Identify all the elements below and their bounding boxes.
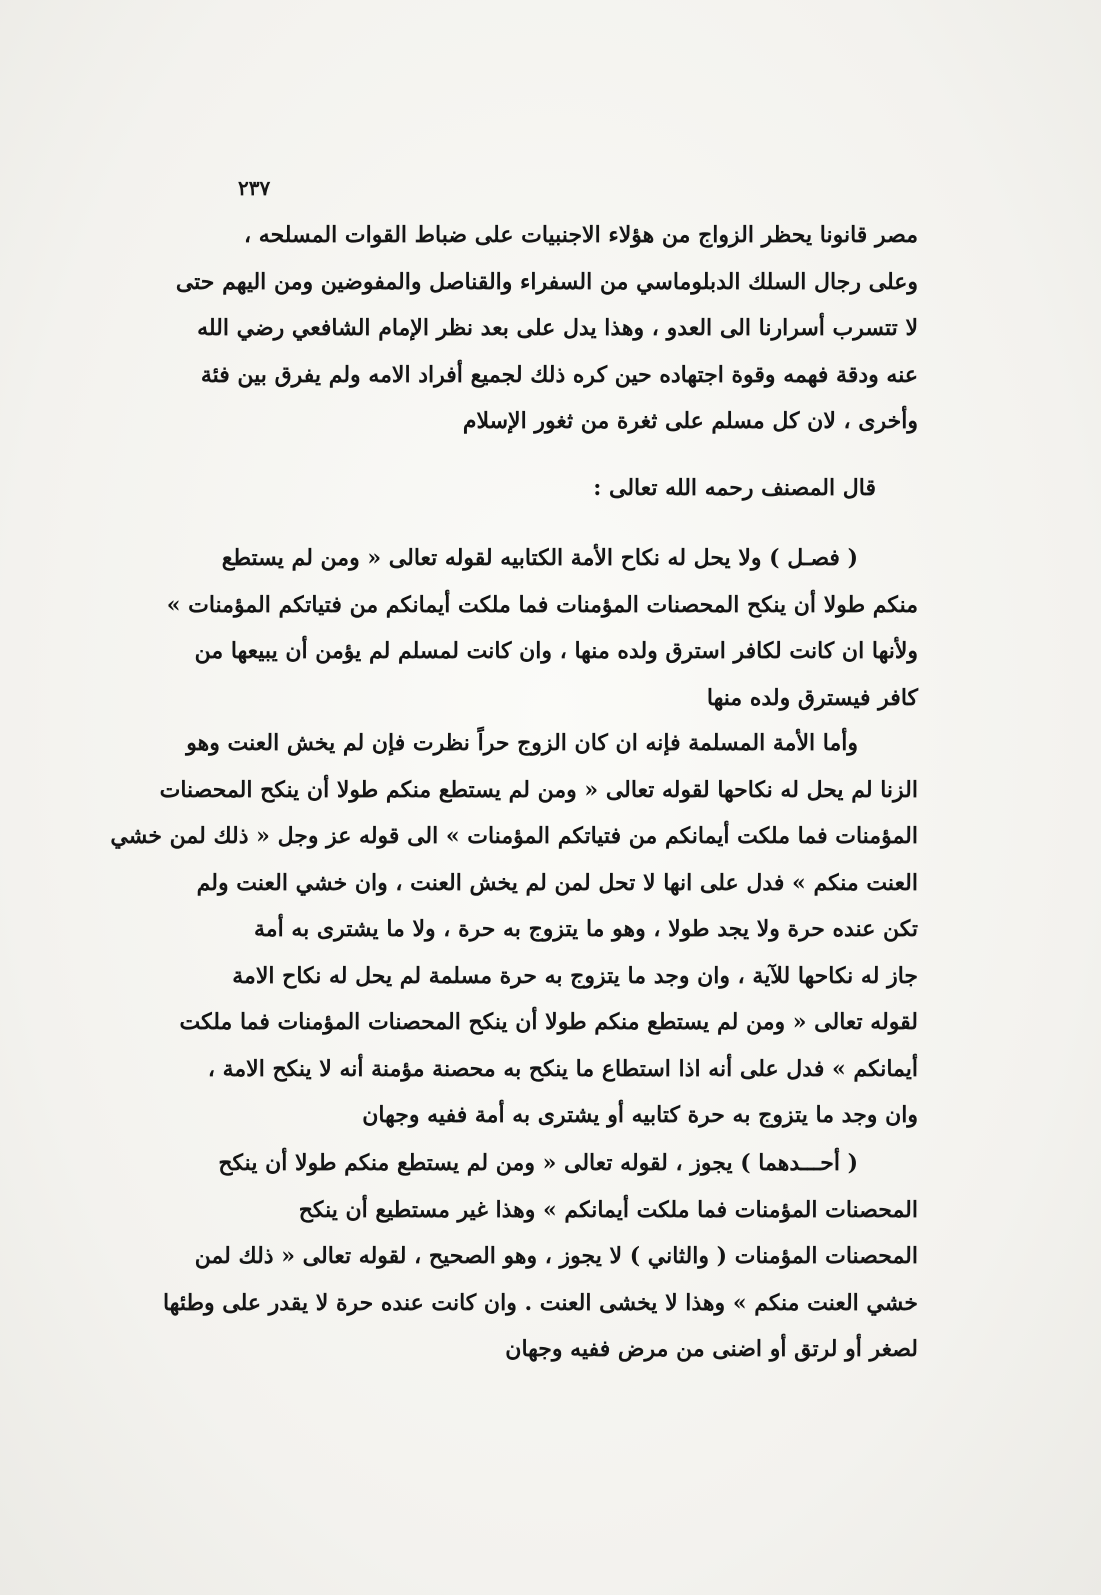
text-line: لا تتسرب أسرارنا الى العدو ، وهذا يدل على بعد نظر الإمام الشافعي رضي الله [197, 315, 918, 341]
paragraph-1 [175, 212, 918, 445]
paragraph-4 [110, 720, 918, 1139]
text-line: خشي العنت منكم » وهذا لا يخشى العنت . وان كانت عنده حرة لا يقدر على وطئها [162, 1289, 918, 1316]
section-heading [593, 465, 876, 512]
text-line: وأخرى ، لان كل مسلم على ثغرة من ثغور الإسلام [462, 408, 918, 434]
text-line: وعلى رجال السلك الدبلوماسي من السفراء والقناصل والمفوضين ومن اليهم حتى [175, 268, 918, 295]
page-number: ٢٣٧ [238, 176, 271, 200]
text-line: لقوله تعالى « ومن لم يستطع منكم طولا أن ينكح المحصنات المؤمنات فما ملكت [179, 1009, 918, 1035]
text-line: أيمانكم » فدل على أنه اذا استطاع ما ينكح به محصنة مؤمنة أنه لا ينكح الامة ، [207, 1055, 918, 1082]
text-line: لصغر أو لرتق أو اضنى من مرض ففيه وجهان [505, 1336, 918, 1362]
paragraph-3 [166, 535, 918, 721]
text-line: وأما الأمة المسلمة فإنه ان كان الزوج حراً نظرت فإن لم يخش العنت وهو [186, 730, 858, 756]
text-line: جاز له نكاحها للآية ، وان وجد ما يتزوج به حرة مسلمة لم يحل له نكاح الامة [232, 962, 918, 989]
text-line: العنت منكم » فدل على انها لا تحل لمن لم يخش العنت ، وان خشي العنت ولم [196, 869, 918, 896]
text-line: مصر قانونا يحظر الزواج من هؤلاء الاجنبيات على ضباط القوات المسلحه ، [244, 222, 918, 248]
text-line: ولأنها ان كانت لكافر استرق ولده منها ، وان كانت لمسلم لم يؤمن أن يبيعها من [194, 638, 918, 664]
text-line: تكن عنده حرة ولا يجد طولا ، وهو ما يتزوج به حرة ، ولا ما يشترى به أمة [254, 916, 918, 942]
text-line: ( أحـــدهما ) يجوز ، لقوله تعالى « ومن لم يستطع منكم طولا أن ينكح [218, 1150, 858, 1176]
text-line: المحصنات المؤمنات فما ملكت أيمانكم » وهذا غير مستطيع أن ينكح [298, 1196, 918, 1223]
paragraph-5 [162, 1140, 918, 1373]
text-line: وان وجد ما يتزوج به حرة كتابيه أو يشترى به أمة ففيه وجهان [362, 1102, 918, 1128]
heading-text: قال المصنف رحمه الله تعالى : [593, 475, 876, 501]
text-line: المؤمنات فما ملكت أيمانكم من فتياتكم المؤمنات » الى قوله عز وجل « ذلك لمن خشي [110, 823, 918, 849]
text-line: الزنا لم يحل له نكاحها لقوله تعالى « ومن لم يستطع منكم طولا أن ينكح المحصنات [159, 776, 918, 803]
text-line: عنه ودقة فهمه وقوة اجتهاده حين كره ذلك لجميع أفراد الامه ولم يفرق بين فئة [200, 361, 918, 388]
text-line: كافر فيسترق ولده منها [706, 684, 918, 711]
text-line: منكم طولا أن ينكح المحصنات المؤمنات فما ملكت أيمانكم من فتياتكم المؤمنات » [166, 591, 918, 618]
text-line: المحصنات المؤمنات ( والثاني ) لا يجوز ، وهو الصحيح ، لقوله تعالى « ذلك لمن [194, 1243, 918, 1269]
text-line: ( فصـل ) ولا يحل له نكاح الأمة الكتابيه لقوله تعالى « ومن لم يستطع [221, 545, 858, 571]
